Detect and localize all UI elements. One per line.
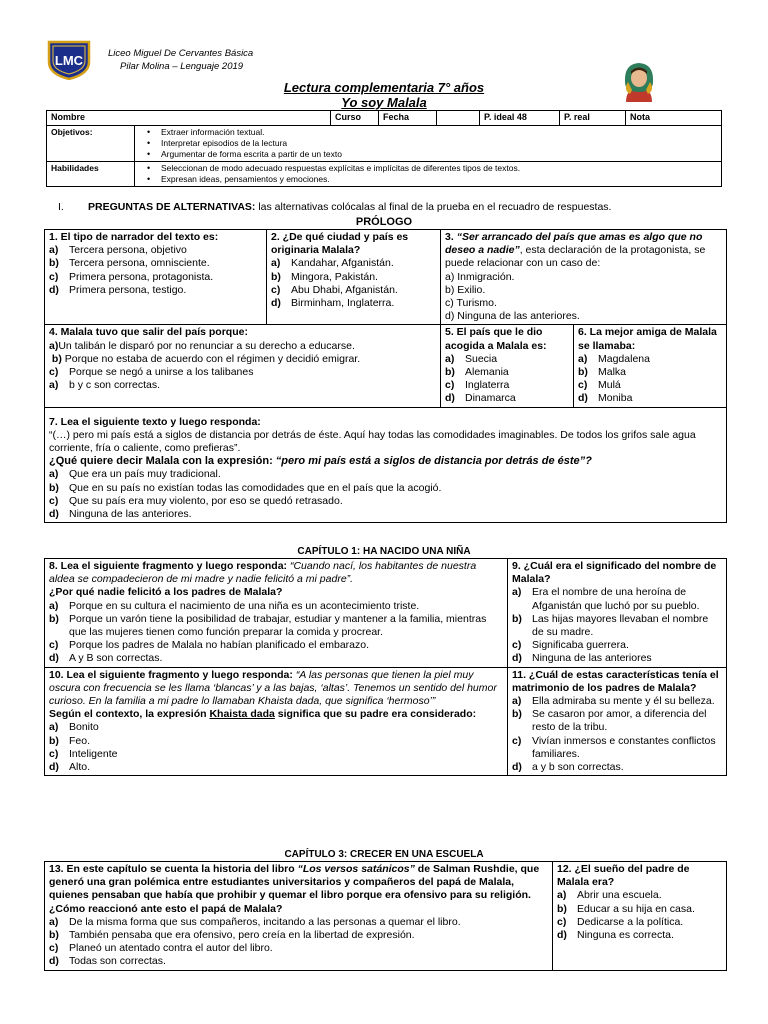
option-c[interactable]: c) Primera persona, protagonista.: [49, 270, 214, 283]
option-d[interactable]: d) A y B son correctas.: [49, 652, 163, 665]
list-item: • Extraer información textual.: [161, 127, 717, 138]
option-d[interactable]: d) Birminham, Inglaterra.: [271, 297, 395, 310]
question-stem: 9. ¿Cuál era el significado del nombre de Malala?: [512, 560, 717, 586]
cap3-title: CAPÍTULO 3: CRECER EN UNA ESCUELA: [284, 849, 484, 860]
option-c[interactable]: c) Inteligente: [49, 747, 118, 760]
habilidades-label: Habilidades: [47, 162, 135, 187]
question-8: [45, 559, 508, 668]
objetivos-label: Objetivos:: [47, 126, 135, 162]
list-item: • Seleccionan de modo adecuado respuestas explícitas e implícitas de diferentes tipos de textos.: [161, 163, 717, 174]
option-b[interactable]: b) Las hijas mayores llevaban el nombre de su madre.: [512, 612, 709, 639]
question-ask: ¿Qué quiere decir Malala con la expresión: “pero mi país está a siglos de distancia por detrás de éste”?: [49, 455, 592, 468]
list-item: • Expresan ideas, pensamientos y emociones.: [161, 174, 717, 185]
option-c[interactable]: c) Turismo.: [445, 297, 497, 310]
option-d[interactable]: d) Primera persona, testigo.: [49, 283, 187, 296]
option-a[interactable]: a) Magdalena: [578, 352, 650, 365]
option-a[interactable]: a) De la misma forma que sus compañeros, incitando a las personas a quemar el libro.: [49, 915, 461, 928]
option-c[interactable]: c) Dedicarse a la política.: [557, 915, 684, 928]
question-13: [45, 862, 553, 971]
prologo-title: PRÓLOGO: [355, 216, 413, 228]
option-b[interactable]: b) Educar a su hija en casa.: [557, 902, 695, 915]
fecha-field[interactable]: Fecha: [379, 111, 437, 126]
quoted-text: “(…) pero mi país está a siglos de distancia por detrás de éste. Aquí hay todas las comodidades imaginables. De todos los grifos sale agua corriente, fría o caliente, como prefieras”.: [49, 428, 696, 455]
question-stem: 11. ¿Cuál de estas características tenía el matrimonio de los padres de Malala?: [512, 668, 719, 694]
blank-field[interactable]: [437, 111, 480, 126]
question-stem: 13. En este capítulo se cuenta la historia del libro “Los versos satánicos” de Salman Rushdie, que generó una gran polémica entre estudiantes universitarios y compañeros del papá de Malala, quienes pensaban que había que prohibir y quemar el libro porque era ofensivo para su religión. ¿Cómo reaccionó ante esto el papá de Malala?: [49, 863, 540, 915]
habilidades-list: [139, 163, 717, 185]
option-c[interactable]: c) Porque se negó a unirse a los talibanes: [49, 366, 254, 379]
option-d[interactable]: d) Dinamarca: [445, 392, 516, 405]
option-a[interactable]: a) Abrir una escuela.: [557, 889, 662, 902]
option-b[interactable]: b) Porque un varón tiene la posibilidad de trabajar, estudiar y mantener a la familia, mientras que las mujeres tienen como función preparar la comida y procrear.: [49, 612, 487, 639]
page-title: Lectura complementaria 7° años: [283, 80, 485, 95]
list-item: • Interpretar episodios de la lectura: [161, 138, 717, 149]
question-stem: 8. Lea el siguiente fragmento y luego responda: “Cuando nací, los habitantes de nuestra aldea se compadecieron de mi madre y nadie felicitó a mi padre”.: [49, 560, 477, 586]
option-b[interactable]: b) Se casaron por amor, a diferencia del resto de la tribu.: [512, 708, 707, 734]
option-c[interactable]: c) Mulá: [578, 379, 621, 392]
question-stem: 2. ¿De qué ciudad y país es originaria Malala?: [271, 231, 409, 257]
option-c[interactable]: c) Que su país era muy violento, por eso se quedó retrasado.: [49, 494, 343, 507]
objetivos-list: [139, 127, 717, 160]
school-name: Liceo Miguel De Cervantes Básica: [108, 48, 254, 59]
teacher-name: Pilar Molina – Lenguaje 2019: [120, 61, 244, 72]
option-c[interactable]: c) Significaba guerrera.: [512, 639, 629, 652]
objetivos-row: [47, 126, 722, 162]
option-b[interactable]: b) Tercera persona, omnisciente.: [49, 257, 210, 270]
option-a[interactable]: a) Inmigración.: [445, 270, 515, 283]
question-stem: 5. El país que le dio acogida a Malala es:: [445, 326, 547, 352]
option-d[interactable]: d) Ninguna de las anteriores: [512, 652, 652, 665]
cap3-table: [44, 861, 727, 971]
option-d[interactable]: d) Ninguna es correcta.: [557, 929, 674, 942]
option-a[interactable]: a) Porque en su cultura el nacimiento de una niña es un acontecimiento triste.: [49, 599, 420, 612]
question-12: [553, 862, 727, 971]
option-b[interactable]: b) Feo.: [49, 734, 91, 747]
question-10: [45, 667, 508, 776]
question-2: [267, 230, 441, 325]
section-title: PREGUNTAS DE ALTERNATIVAS:: [88, 201, 256, 213]
question-7: [45, 407, 727, 523]
option-c[interactable]: c) Vivían inmersos e constantes conflictos familiares.: [512, 734, 716, 760]
nota-field[interactable]: Nota: [626, 111, 722, 126]
list-item: • Argumentar de forma escrita a partir de un texto: [161, 149, 717, 160]
logo-text: LMC: [54, 53, 84, 68]
question-stem: 12. ¿El sueño del padre de Malala era?: [557, 863, 690, 889]
question-stem: 1. El tipo de narrador del texto es:: [49, 231, 219, 243]
option-b[interactable]: b) Malka: [578, 366, 627, 379]
option-d[interactable]: a) b y c son correctas.: [49, 379, 161, 392]
page-subtitle: Yo soy Malala: [341, 95, 427, 110]
option-d[interactable]: d) Alto.: [49, 761, 91, 774]
question-stem: 7. Lea el siguiente texto y luego responda:: [49, 415, 261, 428]
option-a[interactable]: a) Que era un país muy tradicional.: [49, 468, 221, 481]
option-a[interactable]: a) Kandahar, Afganistán.: [271, 257, 394, 270]
cap1-table: [44, 558, 727, 776]
option-d[interactable]: d) Todas son correctas.: [49, 955, 166, 968]
option-a[interactable]: a) Ella admiraba su mente y él su belleza.: [512, 695, 715, 708]
option-d[interactable]: d) Ninguna de las anteriores.: [445, 310, 580, 323]
p-real-field[interactable]: P. real: [560, 111, 626, 126]
nombre-field[interactable]: Nombre: [47, 111, 331, 126]
school-info: [108, 47, 358, 73]
option-d[interactable]: d) a y b son correctas.: [512, 761, 624, 774]
option-d[interactable]: d) Ninguna de las anteriores.: [49, 508, 192, 521]
curso-field[interactable]: Curso: [331, 111, 379, 126]
option-c[interactable]: c) Abu Dhabi, Afganistán.: [271, 283, 398, 296]
option-a[interactable]: a) Bonito: [49, 721, 99, 734]
question-1: [45, 230, 267, 325]
question-5: [441, 325, 574, 407]
question-9: [508, 559, 727, 668]
question-ask: Según el contexto, la expresión Khaista dada significa que su padre era considerado:: [49, 708, 477, 721]
question-stem: 3. “Ser arrancado del país que amas es algo que no deseo a nadie”, esta declaración de la protagonista, se puede relacionar con un caso de:: [445, 231, 706, 270]
cap1-title: CAPÍTULO 1: HA NACIDO UNA NIÑA: [297, 546, 471, 557]
option-c[interactable]: c) Planeó un atentado contra el autor del libro.: [49, 942, 273, 955]
p-ideal-field: P. ideal 48: [480, 111, 560, 126]
option-a[interactable]: a) Suecia: [445, 352, 498, 365]
question-stem: 6. La mejor amiga de Malala se llamaba:: [578, 326, 717, 352]
option-a[interactable]: a) Tercera persona, objetivo: [49, 244, 187, 257]
option-c[interactable]: c) Inglaterra: [445, 379, 510, 392]
question-ask: ¿Por qué nadie felicitó a los padres de Malala?: [49, 586, 283, 599]
question-11: [508, 667, 727, 776]
question-stem: 10. Lea el siguiente fragmento y luego responda: “A las personas que tienen la piel muy oscura con frecuencia se les llama ‘blancas’ y a las bajas, ‘altas’. Tenemos un sentido del humor curioso. En la familia a mi padre lo llamaban Khaista dada, que significa ‘hermoso’”: [49, 668, 497, 708]
option-b[interactable]: b) Exilio.: [445, 283, 486, 296]
option-d[interactable]: d) Moniba: [578, 392, 633, 405]
section-heading: [58, 201, 738, 213]
option-b[interactable]: b) Porque no estaba de acuerdo con el régimen y decidió emigrar.: [51, 352, 361, 365]
question-stem: 4. Malala tuvo que salir del país porque:: [49, 326, 248, 339]
habilidades-row: [47, 162, 722, 187]
option-c[interactable]: c) Porque los padres de Malala no habían planificado el embarazo.: [49, 639, 370, 652]
section-instructions: las alternativas colócalas al final de la prueba en el recuadro de respuestas.: [255, 201, 612, 213]
option-b[interactable]: b) Alemania: [445, 366, 509, 379]
question-6: [574, 325, 727, 407]
section-number: I.: [58, 201, 64, 213]
option-a[interactable]: a) Era el nombre de una heroína de Afganistán que luchó por su pueblo.: [512, 586, 700, 612]
question-4: [45, 325, 441, 407]
option-b[interactable]: b) Mingora, Pakistán.: [271, 270, 378, 283]
question-3: [441, 230, 727, 325]
info-row: [47, 111, 722, 126]
school-logo: [44, 38, 94, 80]
student-info-table: [46, 110, 722, 187]
prologo-table: [44, 229, 727, 523]
option-b[interactable]: b) Que en su país no existían todas las comodidades que en el país que la acogió.: [49, 481, 442, 494]
option-b[interactable]: b) También pensaba que era ofensivo, pero creía en la libertad de expresión.: [49, 929, 415, 942]
option-a[interactable]: a)Un talibán le disparó por no renunciar a su derecho a educarse.: [49, 339, 355, 352]
